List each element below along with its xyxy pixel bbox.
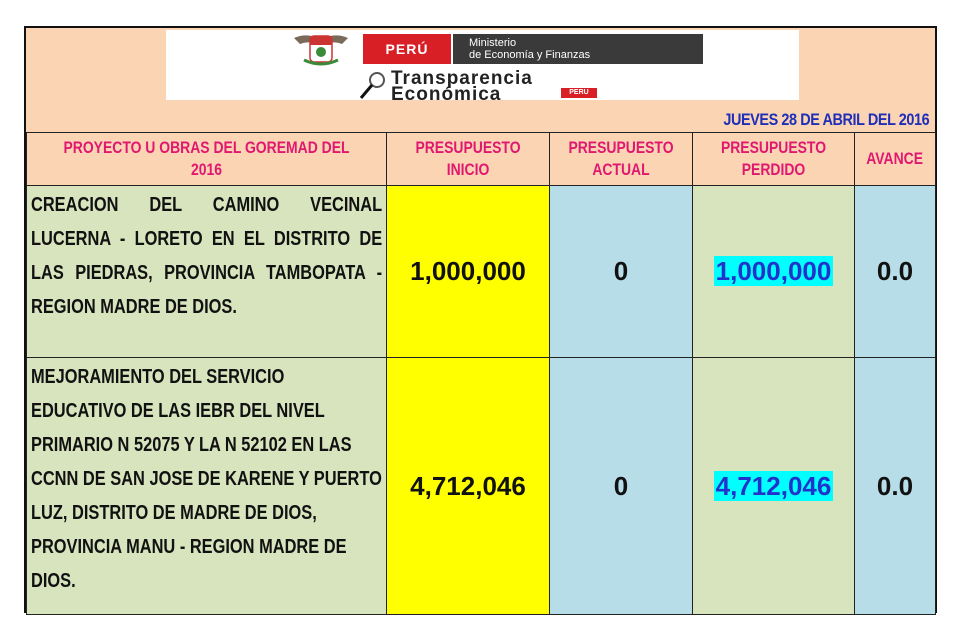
- ministry-line2: de Economía y Finanzas: [469, 49, 591, 61]
- report-sheet: [24, 26, 937, 613]
- project-cell: MEJORAMIENTO DEL SERVICIO EDUCATIVO DE LAS IEBR DEL NIVEL PRIMARIO N 52075 Y LA N 52102 EN LAS CCNN DE SAN JOSE DE KARENE Y PUERTO LUZ, DISTRITO DE MADRE DE DIOS, PROVINCIA MANU - REGION MADRE DE DIOS.: [27, 358, 387, 615]
- magnifier-icon: [359, 70, 389, 100]
- budget-table: [26, 132, 936, 615]
- table-row: [27, 186, 936, 358]
- actual-cell: 0: [550, 358, 693, 615]
- avance-cell: 0.0: [855, 186, 936, 358]
- transparencia-text: Transparencia: [391, 68, 533, 89]
- header-avance: AVANCE: [855, 133, 936, 186]
- table-header-row: [27, 133, 936, 186]
- header-project: PROYECTO U OBRAS DEL GOREMAD DEL 2016: [27, 133, 387, 186]
- perdido-cell: 4,712,046: [693, 358, 855, 615]
- project-cell: CREACION DEL CAMINO VECINAL LUCERNA - LORETO EN EL DISTRITO DE LAS PIEDRAS, PROVINCIA TAMBOPATA - REGION MADRE DE DIOS.: [27, 186, 387, 358]
- transparencia-peru-badge: PERU: [561, 88, 597, 98]
- header-inicio: PRESUPUESTO INICIO: [387, 133, 550, 186]
- ministry-line1: Ministerio: [469, 37, 517, 49]
- peru-coat-of-arms-icon: [288, 30, 354, 66]
- peru-brand: PERÚ: [363, 34, 451, 64]
- report-header: [26, 28, 935, 132]
- report-date: JUEVES 28 DE ABRIL DEL 2016: [723, 110, 929, 129]
- perdido-cell: 1,000,000: [693, 186, 855, 358]
- actual-cell: 0: [550, 186, 693, 358]
- header-actual: PRESUPUESTO ACTUAL: [550, 133, 693, 186]
- ministry-brand: [453, 34, 703, 64]
- avance-cell: 0.0: [855, 358, 936, 615]
- header-perdido: PRESUPUESTO PERDIDO: [693, 133, 855, 186]
- inicio-cell: 4,712,046: [387, 358, 550, 615]
- inicio-cell: 1,000,000: [387, 186, 550, 358]
- table-row: [27, 358, 936, 615]
- economica-text: Económica: [391, 84, 502, 105]
- transparencia-logo: [341, 68, 641, 105]
